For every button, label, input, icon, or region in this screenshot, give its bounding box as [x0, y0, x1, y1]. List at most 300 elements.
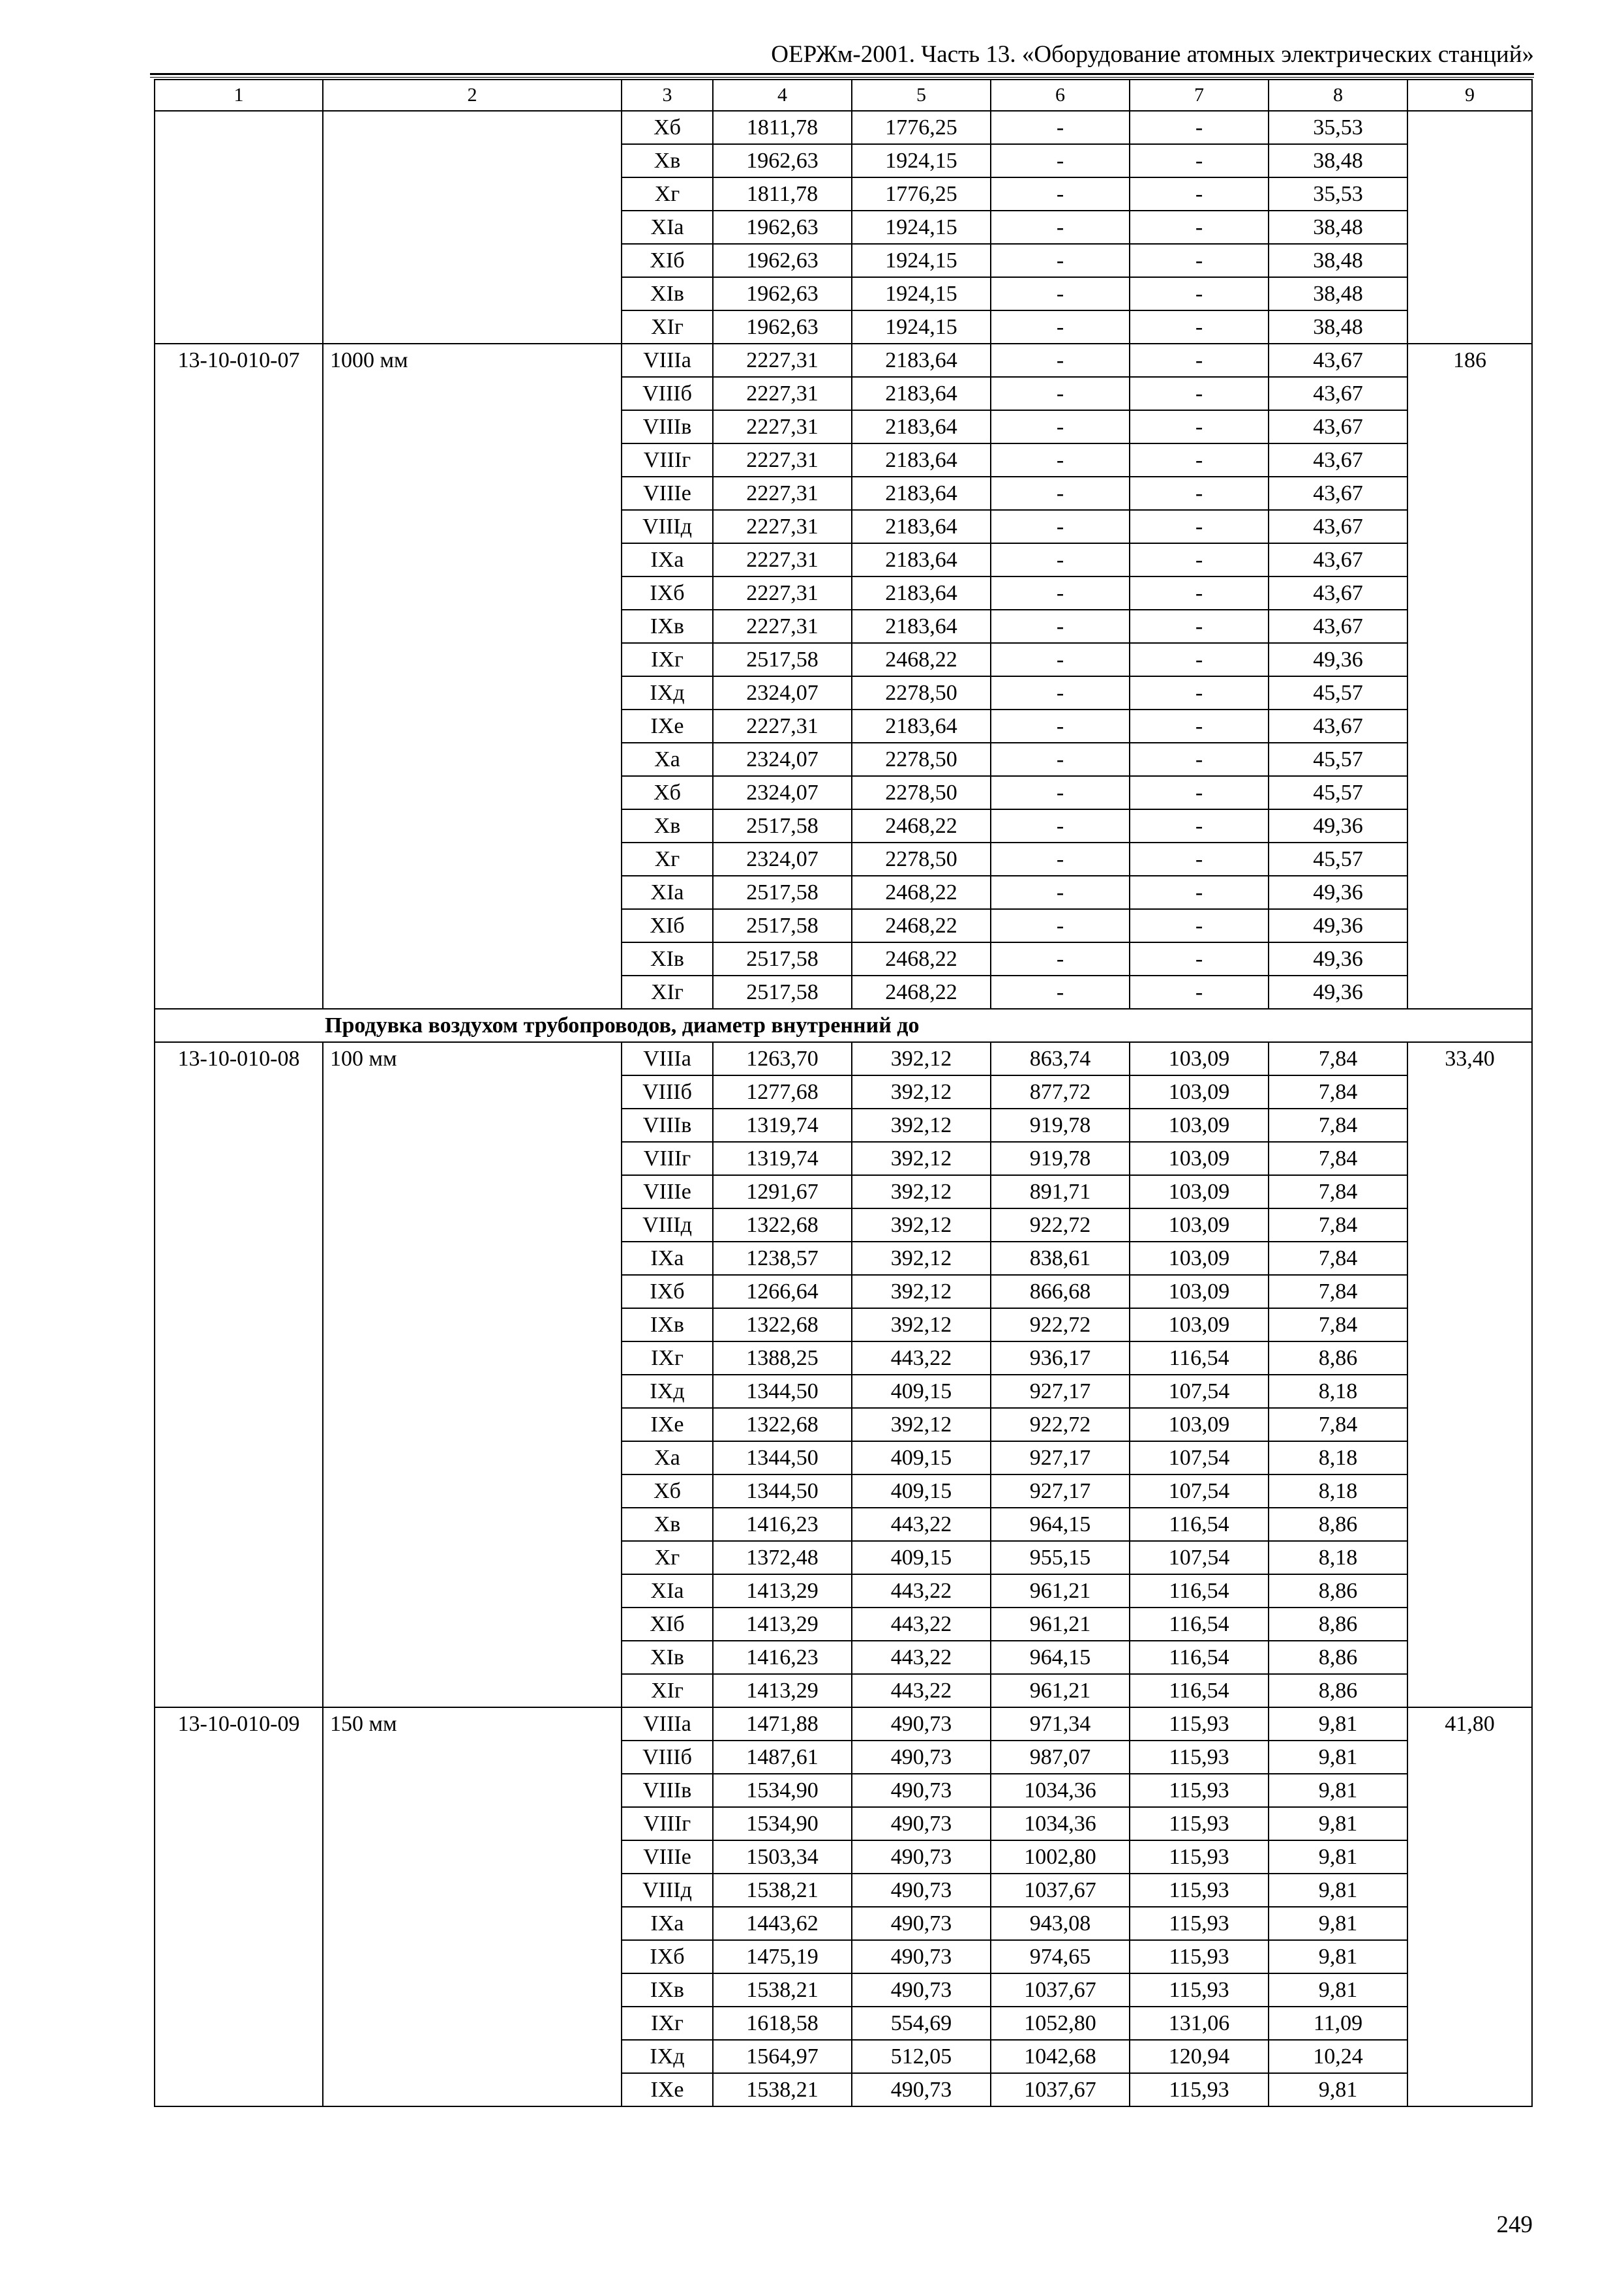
rate-code-cell: 13-10-010-09 [155, 1707, 323, 2106]
table-cell: 2227,31 [713, 510, 852, 543]
table-cell: 116,54 [1130, 1641, 1269, 1674]
table-cell: 115,93 [1130, 1840, 1269, 1874]
table-cell: 43,67 [1269, 410, 1407, 443]
table-cell: 392,12 [852, 1175, 991, 1208]
running-header: ОЕРЖм-2001. Часть 13. «Оборудование атомных электрических станций» [771, 41, 1534, 68]
table-cell: 9,81 [1269, 1874, 1407, 1907]
table-cell: - [991, 111, 1130, 144]
table-cell: 2183,64 [852, 477, 991, 510]
table-cell: 103,09 [1130, 1075, 1269, 1109]
table-cell: 49,36 [1269, 809, 1407, 843]
table-cell: - [991, 377, 1130, 410]
table-cell: Xг [622, 1541, 713, 1574]
table-cell: 943,08 [991, 1907, 1130, 1940]
table-cell: 2278,50 [852, 776, 991, 809]
table-cell: - [1130, 443, 1269, 477]
table-row [155, 1707, 1532, 1741]
table-cell: 1416,23 [713, 1508, 852, 1541]
table-cell: 1924,15 [852, 310, 991, 344]
table-cell: 919,78 [991, 1142, 1130, 1175]
table-cell: 107,54 [1130, 1541, 1269, 1574]
table-row [155, 111, 1532, 144]
table-cell: 9,81 [1269, 1940, 1407, 1973]
table-cell: 49,36 [1269, 942, 1407, 976]
table-cell: VIIIб [622, 1741, 713, 1774]
column-number-cell: 5 [852, 80, 991, 111]
table-cell: - [1130, 344, 1269, 377]
table-cell: 115,93 [1130, 1741, 1269, 1774]
table-cell: 866,68 [991, 1275, 1130, 1308]
table-cell: 2278,50 [852, 743, 991, 776]
table-cell: 8,86 [1269, 1674, 1407, 1707]
table-cell: 7,84 [1269, 1142, 1407, 1175]
table-cell: VIIIв [622, 1774, 713, 1807]
table-cell: - [1130, 377, 1269, 410]
table-cell: 2468,22 [852, 643, 991, 676]
table-cell: VIIIд [622, 1208, 713, 1242]
table-cell: 1416,23 [713, 1641, 852, 1674]
header-rule [150, 73, 1534, 75]
table-cell: - [1130, 909, 1269, 942]
table-cell: 43,67 [1269, 710, 1407, 743]
table-cell: 9,81 [1269, 1973, 1407, 2007]
table-cell: 490,73 [852, 1741, 991, 1774]
table-cell: - [991, 710, 1130, 743]
table-cell: 43,67 [1269, 610, 1407, 643]
table-cell: 1388,25 [713, 1341, 852, 1375]
table-cell: 490,73 [852, 1774, 991, 1807]
table-cell: - [1130, 809, 1269, 843]
table-cell: 1564,97 [713, 2040, 852, 2073]
rate-name-cell: 1000 мм [323, 344, 622, 1009]
table-cell: 7,84 [1269, 1308, 1407, 1341]
table-cell: - [991, 344, 1130, 377]
table-cell: - [1130, 876, 1269, 909]
table-cell: 409,15 [852, 1474, 991, 1508]
table-cell: 974,65 [991, 1940, 1130, 1973]
table-cell: 2183,64 [852, 710, 991, 743]
table-cell: - [991, 809, 1130, 843]
table-cell: 1322,68 [713, 1408, 852, 1441]
table-cell: - [1130, 576, 1269, 610]
table-cell: IXг [622, 1341, 713, 1375]
table-cell: 2227,31 [713, 576, 852, 610]
table-cell: 103,09 [1130, 1175, 1269, 1208]
table-cell: - [1130, 676, 1269, 710]
table-cell: - [991, 244, 1130, 277]
table-cell: - [991, 610, 1130, 643]
table-cell: VIIIб [622, 377, 713, 410]
table-cell: 116,54 [1130, 1608, 1269, 1641]
table-cell: 490,73 [852, 1940, 991, 1973]
table-cell: 43,67 [1269, 477, 1407, 510]
table-cell: 512,05 [852, 2040, 991, 2073]
table-cell: - [991, 676, 1130, 710]
table-cell: VIIIв [622, 410, 713, 443]
table-cell: 1962,63 [713, 211, 852, 244]
rate-name-cell: 100 мм [323, 1042, 622, 1707]
table-cell: 1962,63 [713, 310, 852, 344]
table-cell: 863,74 [991, 1042, 1130, 1075]
table-cell: VIIIд [622, 510, 713, 543]
table-cell: 115,93 [1130, 2073, 1269, 2106]
table-cell: 1534,90 [713, 1807, 852, 1840]
table-cell: - [1130, 976, 1269, 1009]
table-cell: 1344,50 [713, 1375, 852, 1408]
table-cell: - [1130, 610, 1269, 643]
table-cell: XIб [622, 1608, 713, 1641]
table-cell: 2183,64 [852, 543, 991, 576]
table-cell: 49,36 [1269, 909, 1407, 942]
table-cell: 1471,88 [713, 1707, 852, 1741]
table-cell: 877,72 [991, 1075, 1130, 1109]
table-cell: Xа [622, 743, 713, 776]
table-cell: 1372,48 [713, 1541, 852, 1574]
table-cell: 964,15 [991, 1508, 1130, 1541]
table-cell: 1962,63 [713, 244, 852, 277]
table-cell: 490,73 [852, 2073, 991, 2106]
table-cell: 2183,64 [852, 610, 991, 643]
table-cell: Xа [622, 1441, 713, 1474]
table-cell: 2468,22 [852, 876, 991, 909]
table-cell: VIIIг [622, 443, 713, 477]
table-cell: 490,73 [852, 1807, 991, 1840]
table-cell: 1002,80 [991, 1840, 1130, 1874]
table-cell: XIа [622, 876, 713, 909]
table-cell: 43,67 [1269, 377, 1407, 410]
table-cell: 936,17 [991, 1341, 1130, 1375]
table-cell: 2183,64 [852, 344, 991, 377]
table-cell: 1443,62 [713, 1907, 852, 1940]
table-cell: IXа [622, 543, 713, 576]
table-cell: VIIIг [622, 1807, 713, 1840]
table-cell: 392,12 [852, 1308, 991, 1341]
table-cell: 103,09 [1130, 1275, 1269, 1308]
table-cell: 8,18 [1269, 1441, 1407, 1474]
table-cell: 1319,74 [713, 1109, 852, 1142]
table-cell: 838,61 [991, 1242, 1130, 1275]
table-cell: 922,72 [991, 1208, 1130, 1242]
table-cell: 2183,64 [852, 576, 991, 610]
table-cell: 8,86 [1269, 1508, 1407, 1541]
table-cell: Xб [622, 776, 713, 809]
table-cell: - [1130, 743, 1269, 776]
table-cell: 1322,68 [713, 1308, 852, 1341]
table-cell: VIIIб [622, 1075, 713, 1109]
table-cell: - [991, 876, 1130, 909]
table-cell: 392,12 [852, 1275, 991, 1308]
table-cell: 891,71 [991, 1175, 1130, 1208]
table-cell: 443,22 [852, 1508, 991, 1541]
table-cell: 443,22 [852, 1641, 991, 1674]
table-cell: 392,12 [852, 1408, 991, 1441]
table-cell: IXв [622, 1308, 713, 1341]
table-cell: VIIIе [622, 1175, 713, 1208]
table-cell: 1811,78 [713, 177, 852, 211]
table-cell: 1037,67 [991, 1874, 1130, 1907]
table-cell: VIIIг [622, 1142, 713, 1175]
table-cell: 1034,36 [991, 1807, 1130, 1840]
table-cell: 2183,64 [852, 377, 991, 410]
table-cell: IXе [622, 1408, 713, 1441]
table-cell: 1924,15 [852, 277, 991, 310]
table-cell: 2227,31 [713, 477, 852, 510]
table-row [155, 1042, 1532, 1075]
page-number: 249 [1496, 2211, 1533, 2238]
table-cell: 2278,50 [852, 843, 991, 876]
table-cell: 1034,36 [991, 1774, 1130, 1807]
column-number-row [155, 80, 1532, 111]
table-cell: 8,86 [1269, 1341, 1407, 1375]
table-cell: IXе [622, 2073, 713, 2106]
table-cell: 1042,68 [991, 2040, 1130, 2073]
table-cell: XIв [622, 277, 713, 310]
table-cell: 1962,63 [713, 277, 852, 310]
table-cell: - [1130, 277, 1269, 310]
table-cell: 116,54 [1130, 1674, 1269, 1707]
table-cell: 103,09 [1130, 1042, 1269, 1075]
table-cell: 1776,25 [852, 111, 991, 144]
table-cell: IXб [622, 576, 713, 610]
table-cell: IXв [622, 610, 713, 643]
table-cell: 107,54 [1130, 1474, 1269, 1508]
table-cell: 392,12 [852, 1075, 991, 1109]
header-rule-thin [150, 77, 1534, 78]
table-cell: 2227,31 [713, 410, 852, 443]
table-cell: 43,67 [1269, 510, 1407, 543]
table-cell: 1487,61 [713, 1741, 852, 1774]
table-cell: 116,54 [1130, 1341, 1269, 1375]
rate-code-cell [155, 111, 323, 344]
table-cell: 1277,68 [713, 1075, 852, 1109]
table-cell: 1924,15 [852, 144, 991, 177]
rate-name-cell: 150 мм [323, 1707, 622, 2106]
table-cell: - [991, 643, 1130, 676]
table-cell: - [1130, 942, 1269, 976]
table-cell: VIIIа [622, 344, 713, 377]
table-cell: 8,18 [1269, 1541, 1407, 1574]
table-cell: 8,86 [1269, 1608, 1407, 1641]
table-cell: - [991, 177, 1130, 211]
table-cell: 43,67 [1269, 344, 1407, 377]
table-cell: 9,81 [1269, 1907, 1407, 1940]
rate-name-cell [323, 111, 622, 344]
table-cell: 961,21 [991, 1608, 1130, 1641]
table-cell: 392,12 [852, 1142, 991, 1175]
table-cell: 392,12 [852, 1109, 991, 1142]
table-cell: 49,36 [1269, 643, 1407, 676]
table-cell: 9,81 [1269, 1840, 1407, 1874]
table-cell: 2517,58 [713, 876, 852, 909]
table-cell: 7,84 [1269, 1175, 1407, 1208]
table-cell: - [991, 743, 1130, 776]
section-heading-row [155, 1009, 1532, 1042]
table-cell: 43,67 [1269, 576, 1407, 610]
table-cell: 38,48 [1269, 211, 1407, 244]
table-cell: 490,73 [852, 1707, 991, 1741]
column-number-cell: 6 [991, 80, 1130, 111]
table-cell: 409,15 [852, 1375, 991, 1408]
table-cell: 38,48 [1269, 244, 1407, 277]
table-cell: - [991, 843, 1130, 876]
table-cell: 7,84 [1269, 1109, 1407, 1142]
table-cell: - [991, 510, 1130, 543]
table-cell: 1811,78 [713, 111, 852, 144]
table-cell: 1618,58 [713, 2007, 852, 2040]
table-cell: IXд [622, 1375, 713, 1408]
table-cell: IXд [622, 676, 713, 710]
table-cell: - [991, 144, 1130, 177]
table-cell: 392,12 [852, 1242, 991, 1275]
table-cell: 9,81 [1269, 1707, 1407, 1741]
section-heading: Продувка воздухом трубопроводов, диаметр внутренний до [155, 1009, 1532, 1042]
table-cell: XIб [622, 244, 713, 277]
table-cell: 49,36 [1269, 976, 1407, 1009]
table-cell: 1291,67 [713, 1175, 852, 1208]
rate-code-cell: 13-10-010-07 [155, 344, 323, 1009]
table-cell: 8,18 [1269, 1375, 1407, 1408]
table-cell: 8,18 [1269, 1474, 1407, 1508]
table-cell: 115,93 [1130, 1807, 1269, 1840]
table-cell: 2227,31 [713, 443, 852, 477]
table-cell: 1413,29 [713, 1608, 852, 1641]
table-cell: 49,36 [1269, 876, 1407, 909]
table-cell: 2517,58 [713, 809, 852, 843]
table-cell: 955,15 [991, 1541, 1130, 1574]
table-cell: 9,81 [1269, 1774, 1407, 1807]
table-cell: VIIIа [622, 1707, 713, 1741]
table-cell: 2324,07 [713, 676, 852, 710]
table-cell: 35,53 [1269, 177, 1407, 211]
table-cell: 9,81 [1269, 1807, 1407, 1840]
table-cell: 443,22 [852, 1574, 991, 1608]
table-cell: 964,15 [991, 1641, 1130, 1674]
table-cell: 43,67 [1269, 443, 1407, 477]
table-cell: 7,84 [1269, 1208, 1407, 1242]
table-cell: 9,81 [1269, 1741, 1407, 1774]
table-cell: - [1130, 211, 1269, 244]
table-cell: 11,09 [1269, 2007, 1407, 2040]
table-cell: - [991, 211, 1130, 244]
table-cell: IXе [622, 710, 713, 743]
table-cell: 2324,07 [713, 743, 852, 776]
table-cell: 2517,58 [713, 909, 852, 942]
table-cell: 2278,50 [852, 676, 991, 710]
table-cell: 1344,50 [713, 1474, 852, 1508]
table-cell: 45,57 [1269, 843, 1407, 876]
table-cell: 927,17 [991, 1474, 1130, 1508]
table-cell: - [1130, 477, 1269, 510]
table-cell: 1413,29 [713, 1574, 852, 1608]
table-cell: Xб [622, 1474, 713, 1508]
column-9-cell [1407, 111, 1532, 344]
column-number-cell: 4 [713, 80, 852, 111]
table-cell: 987,07 [991, 1741, 1130, 1774]
table-cell: 7,84 [1269, 1075, 1407, 1109]
table-cell: XIв [622, 942, 713, 976]
table-cell: Xг [622, 177, 713, 211]
table-cell: 115,93 [1130, 1940, 1269, 1973]
table-cell: - [991, 576, 1130, 610]
table-cell: 961,21 [991, 1574, 1130, 1608]
table-cell: XIа [622, 1574, 713, 1608]
table-cell: 1319,74 [713, 1142, 852, 1175]
table-cell: 103,09 [1130, 1109, 1269, 1142]
table-cell: 2183,64 [852, 410, 991, 443]
table-cell: 409,15 [852, 1541, 991, 1574]
table-cell: 8,86 [1269, 1641, 1407, 1674]
table-cell: 2517,58 [713, 976, 852, 1009]
column-9-cell: 41,80 [1407, 1707, 1532, 2106]
table-cell: 1266,64 [713, 1275, 852, 1308]
table-cell: VIIIв [622, 1109, 713, 1142]
table-cell: Xв [622, 809, 713, 843]
table-cell: 2468,22 [852, 809, 991, 843]
table-cell: IXг [622, 2007, 713, 2040]
table-cell: - [1130, 177, 1269, 211]
table-cell: - [1130, 643, 1269, 676]
table-cell: 961,21 [991, 1674, 1130, 1707]
table-cell: 1263,70 [713, 1042, 852, 1075]
table-cell: 7,84 [1269, 1242, 1407, 1275]
column-number-cell: 8 [1269, 80, 1407, 111]
table-cell: 490,73 [852, 1907, 991, 1940]
table-cell: 7,84 [1269, 1042, 1407, 1075]
table-cell: 392,12 [852, 1042, 991, 1075]
table-cell: 1962,63 [713, 144, 852, 177]
table-cell: 443,22 [852, 1341, 991, 1375]
table-cell: 971,34 [991, 1707, 1130, 1741]
table-cell: - [1130, 111, 1269, 144]
table-cell: 45,57 [1269, 776, 1407, 809]
table-cell: 38,48 [1269, 144, 1407, 177]
column-number-cell: 7 [1130, 80, 1269, 111]
table-cell: 927,17 [991, 1375, 1130, 1408]
table-cell: 8,86 [1269, 1574, 1407, 1608]
table-cell: 2227,31 [713, 377, 852, 410]
table-cell: XIг [622, 976, 713, 1009]
table-cell: - [991, 942, 1130, 976]
table-cell: - [1130, 510, 1269, 543]
table-cell: 103,09 [1130, 1208, 1269, 1242]
table-cell: 1344,50 [713, 1441, 852, 1474]
table-cell: 7,84 [1269, 1275, 1407, 1308]
table-cell: 922,72 [991, 1308, 1130, 1341]
table-cell: 1538,21 [713, 2073, 852, 2106]
column-9-cell: 33,40 [1407, 1042, 1532, 1707]
table-cell: 103,09 [1130, 1142, 1269, 1175]
table-cell: 1238,57 [713, 1242, 852, 1275]
table-cell: 45,57 [1269, 743, 1407, 776]
table-cell: 1037,67 [991, 1973, 1130, 2007]
column-number-cell: 3 [622, 80, 713, 111]
table-cell: VIIIд [622, 1874, 713, 1907]
table-cell: IXа [622, 1242, 713, 1275]
table-cell: 1538,21 [713, 1874, 852, 1907]
table-cell: 38,48 [1269, 310, 1407, 344]
table-cell: - [991, 477, 1130, 510]
table-cell: IXд [622, 2040, 713, 2073]
table-cell: XIг [622, 310, 713, 344]
table-cell: 2517,58 [713, 942, 852, 976]
table-cell: 2227,31 [713, 344, 852, 377]
table-cell: - [1130, 310, 1269, 344]
table-cell: 103,09 [1130, 1308, 1269, 1341]
table-cell: 1534,90 [713, 1774, 852, 1807]
table-cell: 922,72 [991, 1408, 1130, 1441]
table-cell: 107,54 [1130, 1441, 1269, 1474]
column-number-cell: 2 [323, 80, 622, 111]
